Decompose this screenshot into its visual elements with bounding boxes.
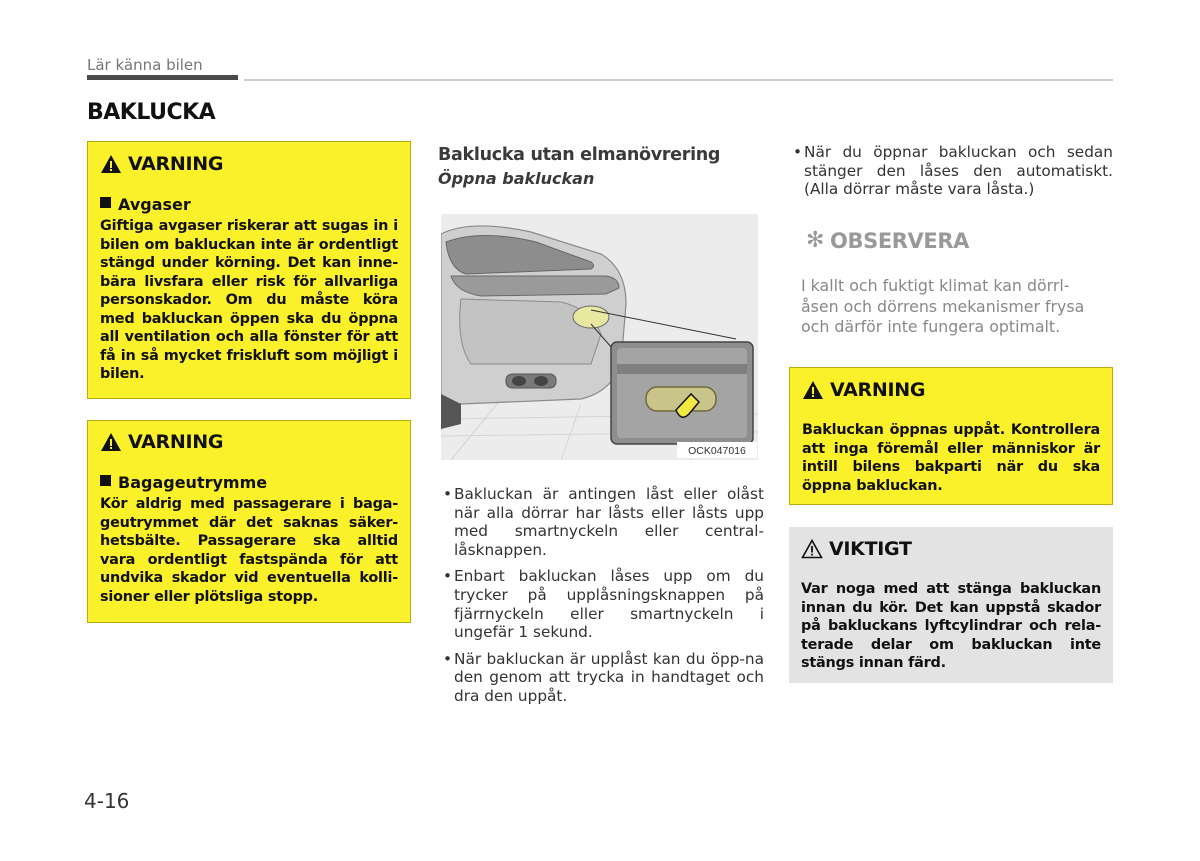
square-bullet-icon — [100, 197, 111, 208]
car-rear-illustration — [441, 214, 758, 460]
warning-box-exhaust — [87, 141, 411, 399]
warning-title: VARNING — [128, 153, 224, 175]
warning-subtitle-row — [100, 195, 398, 214]
square-bullet-icon — [100, 475, 111, 486]
section-title: BAKLUCKA — [87, 100, 216, 125]
warning-heading — [100, 153, 398, 175]
warning-heading — [100, 431, 398, 453]
important-body: Var noga med att stänga bakluckan innan du kör. Det kan uppstå skador på bakluckans lyftcylindrar och rela-terade delar om bakluckan inte stängs innan färd. — [801, 581, 1101, 671]
warning-triangle-icon — [100, 432, 122, 452]
page-number: 4-16 — [84, 789, 130, 813]
warning-body: Bakluckan öppnas uppåt. Kontrollera att inga föremål eller människor är intill bilens bakparti när du ska öppna bakluckan. — [802, 422, 1100, 494]
subsection-subtitle: Öppna bakluckan — [438, 169, 595, 188]
chapter-header: Lär känna bilen — [87, 56, 203, 74]
warning-subtitle-row — [100, 473, 398, 492]
list-item: • Enbart bakluckan låses upp om du trycker på upplåsningsknappen på fjärrnyckeln eller smartnyckeln i ungefär 1 sekund. — [443, 567, 764, 641]
caution-triangle-icon — [801, 539, 823, 559]
observera-title: OBSERVERA — [830, 228, 969, 253]
important-box — [789, 527, 1113, 683]
warning-title: VARNING — [830, 379, 926, 401]
list-item: • När du öppnar bakluckan och sedan stänger den låses den automatiskt. (Alla dörrar måste vara låsta.) — [793, 143, 1113, 199]
important-title: VIKTIGT — [829, 538, 912, 560]
observera-body: I kallt och fuktigt klimat kan dörrl-åsen och dörrens mekanismer frysa och därför inte fungera optimalt. — [801, 276, 1085, 336]
header-rule — [244, 79, 1113, 81]
warning-triangle-icon — [802, 380, 824, 400]
warning-heading — [802, 379, 1100, 401]
tailgate-illustration — [441, 214, 758, 460]
header-bar — [87, 75, 238, 80]
asterisk-icon: ✻ — [806, 228, 825, 253]
warning-triangle-icon — [100, 154, 122, 174]
observera-heading — [806, 228, 969, 253]
right-bullet-list — [793, 143, 1113, 207]
warning-subtitle: Bagageutrymme — [118, 473, 268, 492]
important-heading — [801, 538, 1101, 560]
warning-body: Kör aldrig med passagerare i baga-geutrymmet där det saknas säker-hetsbälte. Passagerare ska alltid vara ordentligt fastspända för att undvika skador vid eventuella kolli-sioner eller plötsliga stopp. — [100, 496, 398, 605]
warning-subtitle: Avgaser — [118, 195, 191, 214]
warning-box-tailgate — [789, 367, 1113, 505]
warning-title: VARNING — [128, 431, 224, 453]
list-item: • När bakluckan är upplåst kan du öpp-na den genom att trycka in handtaget och dra den uppåt. — [443, 650, 764, 706]
image-code: OCK047016 — [688, 445, 746, 457]
list-item: • Bakluckan är antingen låst eller olåst när alla dörrar har låsts eller låsts upp med smartnyckeln eller central-låsknappen. — [443, 485, 764, 559]
middle-bullet-list — [443, 485, 764, 714]
subsection-title: Baklucka utan elmanövrering — [438, 145, 721, 165]
warning-box-cargo — [87, 420, 411, 623]
warning-body: Giftiga avgaser riskerar att sugas in i bilen om bakluckan inte är ordentligt stängd under körning. Det kan inne-bära livsfara eller risk för allvarliga personskador. Om du måste köra med bakluckan öppen ska du öppna all ventilation och alla fönster för att få in så mycket friskluft som möjligt i bilen. — [100, 218, 398, 382]
